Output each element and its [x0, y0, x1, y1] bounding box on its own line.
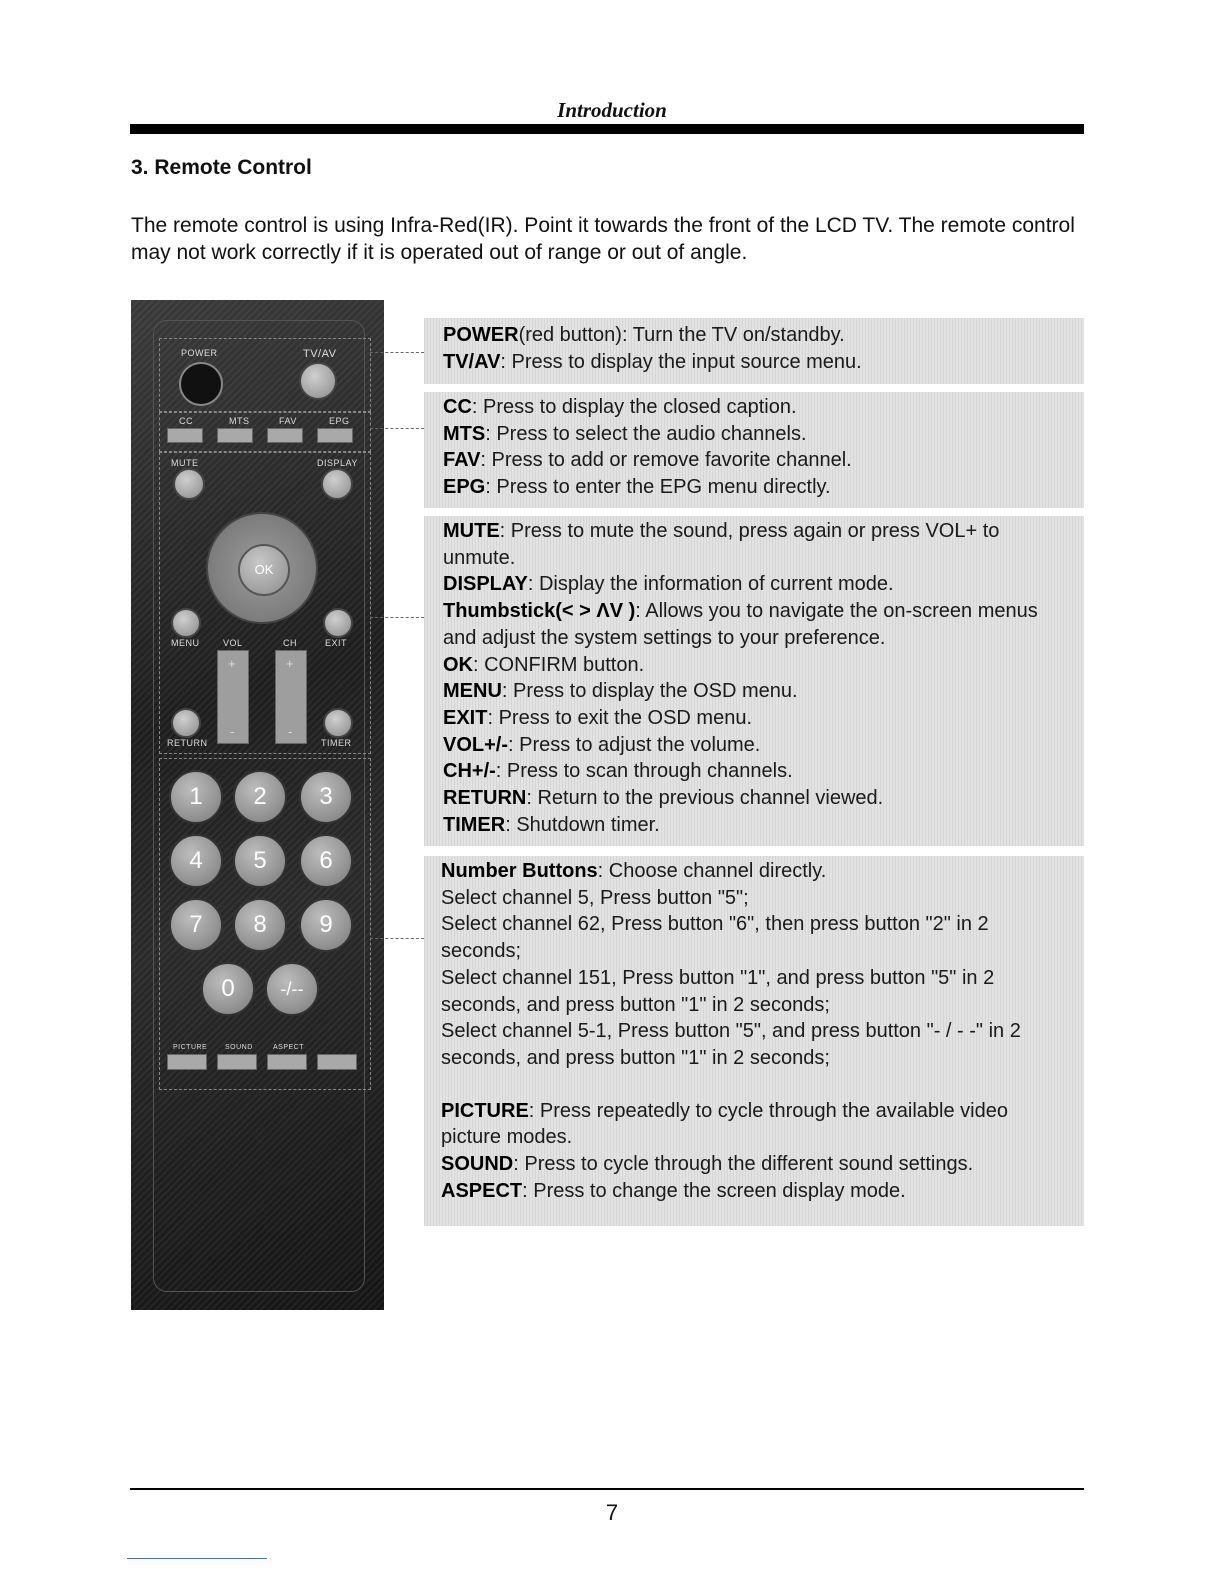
term-display: DISPLAY [443, 573, 528, 596]
vol-plus-label: + [228, 656, 237, 671]
leader-line [370, 617, 424, 618]
timer-button[interactable] [323, 708, 353, 738]
vol-label: VOL [223, 638, 243, 648]
desc-vol: : Press to adjust the volume. [508, 733, 761, 756]
number-button[interactable]: 3 [299, 770, 353, 824]
spacer [441, 1072, 1066, 1098]
mts-label: MTS [229, 416, 250, 426]
term-tvav: TV/AV [443, 350, 501, 373]
desc-menu: : Press to display the OSD menu. [501, 680, 798, 703]
desc-picture: : Press repeatedly to cycle through the available video picture modes. [441, 1099, 1008, 1149]
thumbstick[interactable] [206, 512, 318, 624]
vol-minus-label: - [230, 724, 235, 739]
term-cc: CC [443, 396, 472, 418]
example-line: Select channel 62, Press button "6", then press button "2" in 2 seconds; [441, 913, 989, 963]
cc-button[interactable] [167, 428, 203, 443]
section-title: 3. Remote Control [131, 156, 312, 179]
desc-aspect: : Press to change the screen display mode. [522, 1179, 906, 1202]
ch-label: CH [283, 638, 297, 648]
desc-timer: : Shutdown timer. [505, 813, 660, 836]
term-mute: MUTE [443, 520, 500, 542]
term-ok: OK [443, 653, 473, 676]
display-label: DISPLAY [317, 458, 358, 468]
tvav-label: TV/AV [303, 348, 337, 360]
desc-epg: : Press to enter the EPG menu directly. [485, 476, 831, 499]
number-button[interactable]: 1 [169, 770, 223, 824]
number-button[interactable]: 0 [201, 962, 255, 1016]
fav-button[interactable] [267, 428, 303, 443]
page-number: 7 [605, 1500, 619, 1525]
desc-power: (red button): Turn the TV on/standby. [518, 324, 845, 346]
color-keys-box [424, 392, 1084, 508]
aspect-label: ASPECT [273, 1044, 305, 1051]
term-number-buttons: Number Buttons [441, 860, 598, 882]
term-menu: MENU [443, 680, 502, 703]
intro-paragraph: The remote control is using Infra-Red(IR). Point it towards the front of the LCD TV. The remote control may not work correctly if it is operated out of range or out of angle. [131, 214, 1075, 264]
navigation-box [424, 516, 1084, 846]
number-button[interactable]: 2 [233, 770, 287, 824]
return-button[interactable] [171, 708, 201, 738]
term-epg: EPG [443, 476, 486, 499]
epg-button[interactable] [317, 428, 353, 443]
fav-label: FAV [279, 416, 297, 426]
term-sound: SOUND [441, 1153, 514, 1176]
example-line: Select channel 5-1, Press button "5", and press button "- / - -" in 2 seconds, and press button "1" in 2 seconds; [441, 1020, 1021, 1069]
power-button[interactable] [179, 362, 223, 406]
desc-number-buttons: : Choose channel directly. [597, 860, 827, 882]
example-line: Select channel 151, Press button "1", and press button "5" in 2 seconds, and press button "1" in 2 seconds; [441, 966, 995, 1016]
number-button[interactable]: 5 [233, 834, 287, 888]
number-button[interactable]: 8 [233, 898, 287, 952]
number-button[interactable]: 6 [299, 834, 353, 888]
display-button[interactable] [321, 468, 353, 500]
number-button[interactable]: 4 [169, 834, 223, 888]
desc-display: : Display the information of current mode. [527, 573, 894, 596]
desc-fav: : Press to add or remove favorite channel. [480, 449, 852, 472]
desc-thumbstick: : Allows you to navigate the on-screen menus and adjust the system settings to your preference. [443, 600, 1038, 649]
power-label: POWER [181, 348, 218, 358]
desc-return: : Return to the previous channel viewed. [526, 787, 884, 810]
tvav-button[interactable] [299, 362, 337, 400]
term-exit: EXIT [443, 706, 488, 729]
corner-line [127, 1558, 267, 1559]
mute-button[interactable] [173, 468, 205, 500]
term-thumbstick: Thumbstick(< > ΛV ) [443, 600, 636, 623]
exit-label: EXIT [325, 638, 348, 648]
timer-label: TIMER [321, 738, 352, 748]
footer-rule [130, 1488, 1084, 1490]
header-title: Introduction [557, 98, 667, 122]
extra-button[interactable] [317, 1054, 357, 1070]
power-tvav-box [424, 318, 1084, 384]
term-mts: MTS [443, 422, 486, 445]
sound-button[interactable] [217, 1054, 257, 1070]
return-label: RETURN [167, 738, 208, 748]
term-ch: CH+/- [443, 760, 496, 783]
menu-button[interactable] [171, 608, 201, 638]
term-fav: FAV [443, 449, 481, 472]
ok-button[interactable]: OK [238, 544, 290, 596]
aspect-button[interactable] [267, 1054, 307, 1070]
term-picture: PICTURE [441, 1099, 529, 1122]
leader-line [370, 428, 424, 429]
desc-ch: : Press to scan through channels. [495, 760, 793, 783]
cc-label: CC [179, 416, 193, 426]
picture-label: PICTURE [173, 1044, 208, 1051]
mts-button[interactable] [217, 428, 253, 443]
desc-mts: : Press to select the audio channels. [485, 422, 807, 445]
term-return: RETURN [443, 787, 527, 810]
desc-mute: : Press to mute the sound, press again or press VOL+ to unmute. [443, 520, 1000, 569]
desc-cc: : Press to display the closed caption. [471, 396, 797, 418]
picture-button[interactable] [167, 1054, 207, 1070]
leader-line [370, 938, 424, 939]
term-aspect: ASPECT [441, 1179, 523, 1202]
leader-line [370, 352, 424, 353]
term-timer: TIMER [443, 813, 506, 836]
dash-button[interactable]: -/-- [265, 962, 319, 1016]
desc-ok: : CONFIRM button. [473, 653, 645, 676]
exit-button[interactable] [323, 608, 353, 638]
term-power: POWER [443, 324, 519, 346]
number-button[interactable]: 7 [169, 898, 223, 952]
menu-label: MENU [171, 638, 200, 648]
ch-plus-label: + [286, 656, 295, 671]
remote-control-image [131, 300, 384, 1310]
mute-label: MUTE [171, 458, 199, 468]
number-button[interactable]: 9 [299, 898, 353, 952]
term-vol: VOL+/- [443, 733, 509, 756]
header-rule [130, 124, 1084, 134]
epg-label: EPG [329, 416, 350, 426]
desc-sound: : Press to cycle through the different sound settings. [513, 1153, 974, 1176]
number-buttons-box [424, 856, 1084, 1226]
ch-minus-label: - [288, 724, 293, 739]
desc-tvav: : Press to display the input source menu. [500, 350, 862, 373]
sound-label: SOUND [225, 1044, 253, 1051]
desc-exit: : Press to exit the OSD menu. [487, 706, 753, 729]
example-line: Select channel 5, Press button "5"; [441, 886, 749, 909]
